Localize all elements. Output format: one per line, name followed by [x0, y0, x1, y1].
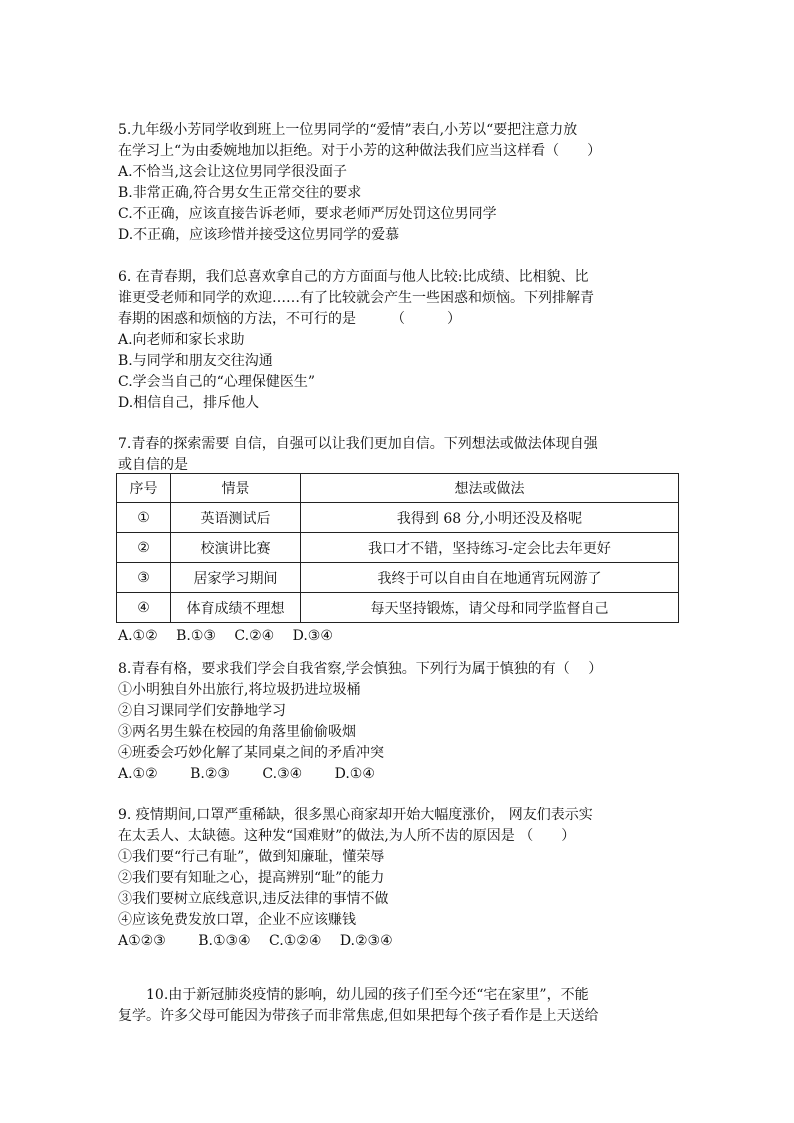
table-cell: ④ [117, 593, 171, 623]
table-cell: 我得到 68 分,小明还没及格呢 [301, 503, 679, 533]
q9-stem-line-2: 在太丢人、太缺德。这种发“国难财”的做法,为人所不齿的原因是 （ ） [118, 828, 576, 844]
table-header-row [117, 474, 679, 503]
table-cell: ③ [117, 563, 171, 593]
table-header-cell: 序号 [117, 474, 171, 503]
q8-statement-2: ②自习课同学们安静地学习 [118, 703, 286, 719]
table-cell: 我口才不错，坚持练习-定会比去年更好 [301, 533, 679, 563]
q8-statement-4: ④班委会巧妙化解了某同桌之间的矛盾冲突 [118, 745, 384, 761]
q8-statement-3: ③两名男生躲在校园的角落里偷偷吸烟 [118, 724, 356, 740]
q10-stem-line-2: 复学。许多父母可能因为带孩子而非常焦虑,但如果把每个孩子看作是上天送给 [118, 1008, 599, 1024]
q6-option-c: C.学会当自己的“心理保健医生” [118, 374, 315, 390]
q8-stem-line-1: 8.青春有格，要求我们学会自我省察,学会慎独。下列行为属于慎独的有（ ） [118, 661, 603, 677]
q7-stem-line-1: 7.青春的探索需要 自信，自强可以让我们更加自信。下列想法或做法体现自强 [118, 436, 598, 452]
table-cell: 我终于可以自由自在地通宵玩网游了 [301, 563, 679, 593]
table-row [117, 563, 679, 593]
table-cell: ① [117, 503, 171, 533]
table-cell: 居家学习期间 [171, 563, 301, 593]
q6-stem-line-3: 春期的困惑和烦恼的方法，不可行的是 （ ） [118, 311, 461, 327]
q10-stem-line-1: 10.由于新冠肺炎疫情的影响，幼儿园的孩子们至今还“宅在家里”，不能 [146, 987, 589, 1003]
q9-stem-line-1: 9. 疫情期间,口罩严重稀缺，很多黑心商家却开始大幅度涨价， 网友们表示实 [118, 807, 593, 823]
q8-statement-1: ①小明独自外出旅行,将垃圾扔进垃圾桶 [118, 682, 361, 698]
q5-stem-line-2: 在学习上“为由委婉地加以拒绝。对于小芳的这种做法我们应当这样看（ ） [118, 143, 602, 159]
q9-statement-3: ③我们要树立底线意识,违反法律的事情不做 [118, 891, 389, 907]
table-cell: 英语测试后 [171, 503, 301, 533]
q9-statement-1: ①我们要“行己有耻”，做到知廉耻，懂荣辱 [118, 849, 385, 865]
q6-option-b: B.与同学和朋友交往沟通 [118, 353, 273, 369]
q6-option-a: A.向老师和家长求助 [118, 332, 245, 348]
table-cell: 每天坚持锻炼，请父母和同学监督自己 [301, 593, 679, 623]
table-header-cell: 想法或做法 [301, 474, 679, 503]
table-cell: 校演讲比赛 [171, 533, 301, 563]
q6-stem-line-1: 6. 在青春期，我们总喜欢拿自己的方方面面与他人比较:比成绩、比相貌、比 [118, 269, 589, 285]
table-row [117, 503, 679, 533]
q7-table [116, 473, 679, 623]
q7-answers: A.①② B.①③ C.②④ D.③④ [118, 628, 333, 644]
q9-statement-2: ②我们要有知耻之心，提高辨别“耻”的能力 [118, 870, 385, 886]
table-cell: ② [117, 533, 171, 563]
q8-answers: A.①② B.②③ C.③④ D.①④ [118, 766, 375, 782]
q7-stem-line-2: 或自信的是 [118, 457, 188, 473]
q5-option-a: A.不恰当,这会让这位男同学很没面子 [118, 164, 348, 180]
q9-answers: A①②③ B.①③④ C.①②④ D.②③④ [118, 933, 393, 949]
q5-option-d: D.不正确，应该珍惜并接受这位男同学的爱慕 [118, 227, 400, 243]
q6-option-d: D.相信自己，排斥他人 [118, 395, 260, 411]
q6-stem-line-2: 谁更受老师和同学的欢迎……有了比较就会产生一些困惑和烦恼。下列排解青 [118, 290, 594, 306]
q5-option-b: B.非常正确,符合男女生正常交往的要求 [118, 185, 362, 201]
q5-option-c: C.不正确，应该直接告诉老师，要求老师严厉处罚这位男同学 [118, 206, 497, 222]
table-cell: 体育成绩不理想 [171, 593, 301, 623]
table-header-cell: 情景 [171, 474, 301, 503]
q9-statement-4: ④应该免费发放口罩，企业不应该赚钱 [118, 912, 356, 928]
table-row [117, 533, 679, 563]
q5-stem-line-1: 5.九年级小芳同学收到班上一位男同学的“爱情”表白,小芳以“要把注意力放 [118, 122, 578, 138]
table-row [117, 593, 679, 623]
